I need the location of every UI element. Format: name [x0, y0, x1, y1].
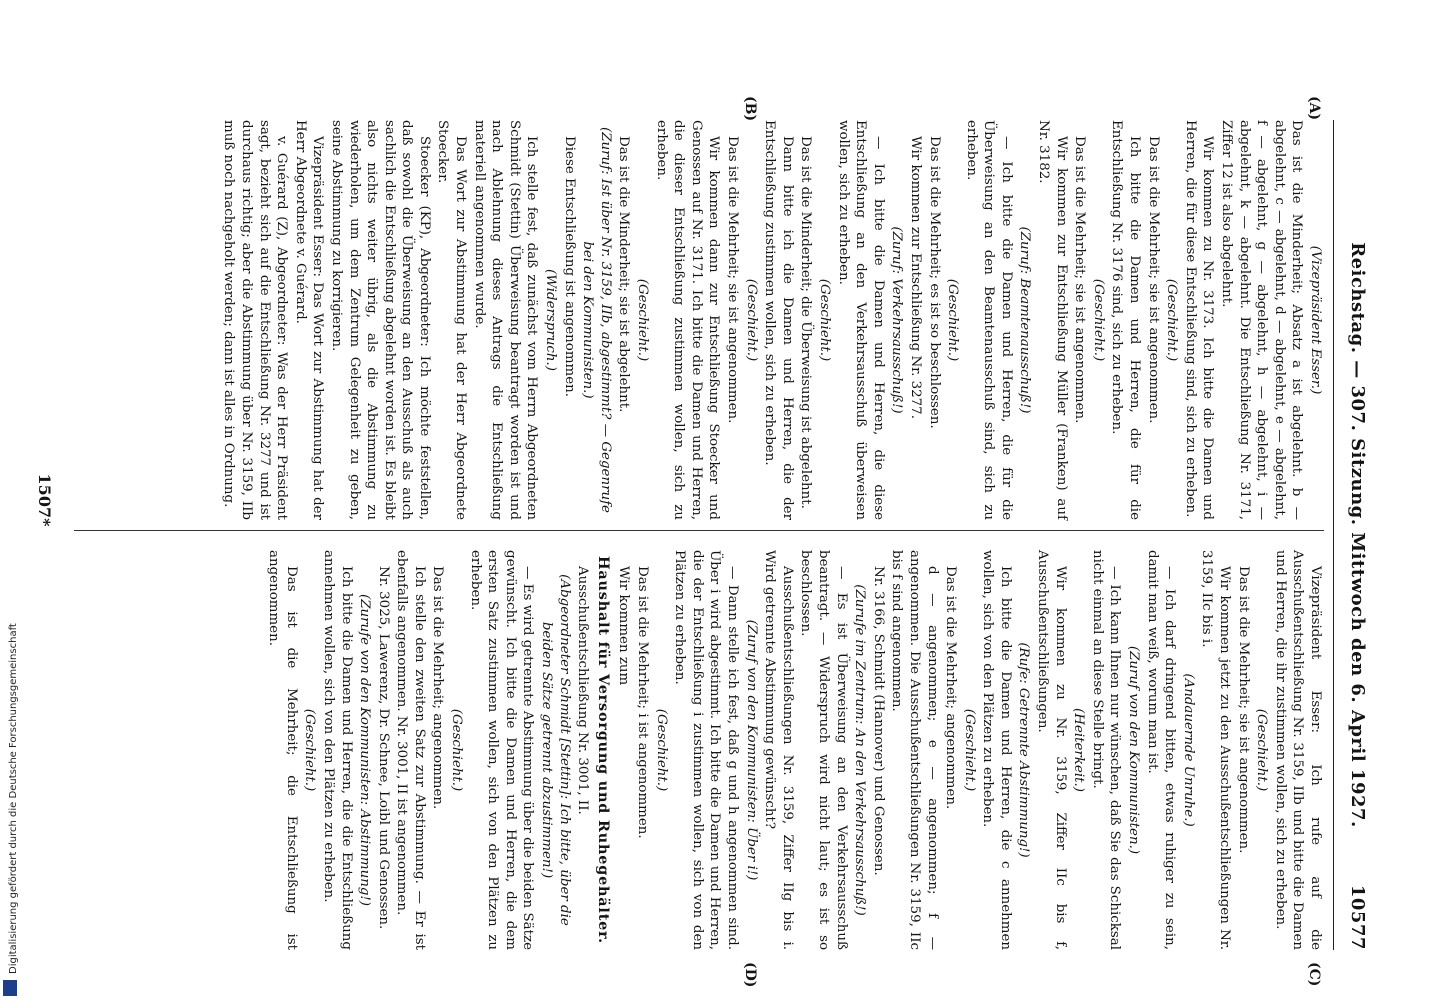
paragraph: d — angenommen; e — angenommen; f — angenommen. Die Ausschußentschließungen Nr. 3159, IIc bis f sind angenommen.	[889, 550, 940, 950]
paragraph: Das ist die Minderheit; Absatz a ist abgelehnt. b — abgelehnt, c — abgelehnt, d — abgelehnt, e — abgelehnt, f — abgelehnt, g — abgelehnt, h — abgelehnt, i — abgelehnt, k — abgelehnt. Die Entschließung Nr. 3171, Ziffer 12 ist also abgelehnt.	[1219, 120, 1305, 520]
paragraph: Ich stelle fest, daß zunächst vom Herrn Abgeordneten Schmidt (Stettin) Überweisung beantragt worden ist und nach Ablehnung dieses Antrags die Entschließung materiell angenommen wurde.	[471, 120, 540, 520]
running-title: Reichstag. — 307. Sitzung. Mittwoch den 6. April 1927.	[1347, 242, 1368, 828]
paragraph: — Es wird getrennte Abstimmung über die beiden Sätze gewünscht. Ich bitte die Damen und Herren, die dem ersten Satz zustimmen wollen, sich von den Plätzen zu erheben.	[467, 550, 536, 950]
paragraph: Das ist die Mehrheit; es ist so beschlossen.	[926, 136, 942, 429]
margin-mark-d: (D)	[742, 962, 758, 988]
paragraph: Das ist die Minderheit; sie ist abgelehnt.	[616, 136, 632, 413]
paragraph: — Dann stelle ich fest, daß g und h angenommen sind. Über i wird abgestimmt. Ich bitte die Damen und Herren, die der Entschließung i zustimmen wollen, sich von den Plätzen zu erheben.	[672, 550, 740, 950]
page-number-right: 10577	[1347, 884, 1368, 950]
page-header	[1338, 120, 1368, 950]
margin-mark-a: (A)	[1306, 96, 1322, 121]
stage-direction: (Zurufe im Zentrum: An den Verkehrsausschuß!)	[852, 584, 868, 916]
paragraph: Das Wort zur Abstimmung hat der Herr Abgeordnete Stoecker.	[435, 120, 469, 520]
paragraph: Das ist die Mehrheit; die Entschließung ist angenommen.	[266, 550, 299, 950]
paragraph: Wir kommen zu Nr. 3173. Ich bitte die Damen und Herren, die für diese Entschließung sind, sich zu erheben.	[1182, 120, 1216, 520]
right-text-column	[264, 550, 1324, 950]
paragraph: Ich bitte die Damen und Herren, die c annehmen wollen, sich von den Plätzen zu erheben.	[980, 550, 1013, 950]
paragraph: Das ist die Mehrheit; sie ist angenommen.	[1235, 566, 1251, 854]
paragraph: — Ich bitte die Damen und Herren, die diese Entschließung an den Verkehrsausschuß überweisen wollen, sich zu erheben.	[835, 120, 886, 520]
digitization-note: Digitalisierung gefördert durch die Deutsche Forschungsgemeinschaft	[8, 623, 19, 974]
paragraph: Diese Entschließung ist angenommen.	[561, 136, 577, 398]
stage-direction: (Geschieht.)	[1090, 278, 1106, 362]
paragraph: Das ist die Mehrheit; sie ist angenommen.	[1072, 136, 1088, 424]
stage-direction: (Andauernde Unruhe.)	[1180, 673, 1196, 827]
stage-direction: (Zuruf von den Kommunisten: Über i!)	[743, 619, 759, 881]
paragraph: Vizepräsident Esser: Ich rufe auf die Ausschußentschließung Nr. 3159, IIb und bitte die Damen und Herren, die ihr zustimmen wollen, sich zu erheben.	[1272, 550, 1323, 950]
stage-direction: (Heiterkeit.)	[1071, 708, 1087, 792]
dfg-logo	[3, 980, 17, 996]
paragraph: Ausschußentschließung Nr. 3001, II.	[575, 566, 591, 815]
stage-direction: (Abgeordneter Schmidt [Stettin]: Ich bitte, über die beiden Sätze getrennt abzustimmen!)	[539, 574, 572, 926]
paragraph: — Ich kann Ihnen nur wünschen, daß Sie das Schicksal nicht einmal an diese Stelle bringt.	[1089, 550, 1123, 950]
paragraph: Das ist die Mehrheit; i ist angenommen.	[635, 566, 651, 839]
stage-direction: (Geschieht.)	[302, 708, 318, 792]
paragraph: Wir kommen zu Nr. 3159, Ziffer IIc bis f, Ausschußentschließungen.	[1035, 550, 1068, 950]
paragraph: Das ist die Minderheit; die Überweisung ist abgelehnt.	[798, 136, 814, 509]
margin-mark-c: (C)	[1306, 962, 1322, 987]
stage-direction: (Zuruf von den Kommunisten.)	[1126, 645, 1142, 855]
paragraph: Wir kommen jetzt zu den Ausschußentschließungen Nr. 3159, IIc bis i.	[1199, 550, 1233, 950]
paragraph: Dann bitte ich die Damen und Herren, die der Entschließung zustimmen wollen, sich zu erheben.	[762, 120, 795, 520]
paragraph: — Ich bitte die Damen und Herren, die für die Überweisung an den Beamtenausschuß sind, sich zu erheben.	[963, 120, 1014, 520]
page-footer-signature: 1507*	[35, 473, 54, 527]
stage-direction: (Geschieht.)	[1164, 278, 1180, 362]
column-separator	[74, 530, 1324, 531]
paragraph: Stoecker (KP), Abgeordneter: Ich möchte feststellen, daß sowohl die Überweisung an den Ausschuß als auch sachlich die Entschließung abgelehnt worden ist. Es bleibt also nichts weiter übrig, als die Abstimmung zu wiederholen, um dem Zentrum Gelegenheit zu geben, seine Abstimmung zu korrigieren.	[328, 120, 432, 520]
stage-direction: (Zuruf: Verkehrsausschuß!)	[889, 226, 905, 414]
header-rule	[1333, 120, 1334, 950]
paragraph: Ich bitte die Damen und Herren, die die Entschließung annehmen wollen, sich von den Plätzen zu erheben.	[320, 550, 354, 950]
stage-direction: (Geschieht.)	[816, 278, 832, 362]
stage-direction: (Widerspruch.)	[543, 268, 559, 371]
paragraph: Ausschußentschließungen Nr. 3159, Ziffer IIg bis i. Wird getrennte Abstimmung gewünscht?	[762, 550, 795, 950]
paragraph: Ich bitte die Damen und Herren, die für die Entschließung Nr. 3176 sind, sich zu erheben.	[1109, 120, 1143, 520]
paragraph: Vizepräsident Esser: Das Wort zur Abstimmung hat der Herr Abgeordnete v. Guérard.	[292, 120, 326, 520]
paragraph: Das ist die Mehrheit; angenommen.	[943, 566, 959, 810]
section-heading: Haushalt für Versorgung und Ruhegehälter.	[594, 556, 612, 944]
stage-direction: (Geschieht.)	[743, 278, 759, 362]
left-text-column	[219, 120, 1324, 520]
stage-direction: (Geschieht.)	[449, 708, 465, 792]
paragraph: Wir kommen zur Entschließung Müller (Franken) auf Nr. 3182.	[1036, 120, 1069, 520]
stage-direction: (Zuruf: Ist über Nr. 3159, IIb, abgestimmt? — Gegenrufe bei den Kommunisten.)	[580, 127, 613, 513]
stage-direction: (Zuruf: Beamtenausschuß!)	[1017, 226, 1033, 414]
stage-direction: (Geschieht.)	[653, 708, 669, 792]
stage-direction: (Vizepräsident Esser.)	[1308, 245, 1323, 395]
stage-direction: (Geschieht.)	[1254, 708, 1270, 792]
paragraph: Nr. 3166, Schmidt (Hannover) und Genossen.	[870, 566, 886, 876]
paragraph: Ich stelle den zweiten Satz zur Abstimmung. — Er ist ebenfalls angenommen. Nr. 3001, II ist angenommen.	[394, 550, 427, 950]
stage-direction: (Rufe: Getrennte Abstimmung!)	[1016, 642, 1032, 858]
stage-direction: (Zurufe von den Kommunisten: Abstimmung!)	[357, 594, 373, 906]
paragraph: v. Guérard (Z), Abgeordneter: Was der Herr Präsident sagt, bezieht sich auf die Entschließung Nr. 3277 und ist durchaus richtig; aber die Abstimmung über Nr. 3159, IIb muß noch nachgeholt werden; dann ist alles in Ordnung.	[221, 120, 290, 520]
paragraph: Das ist die Mehrheit; sie ist angenommen.	[1145, 136, 1161, 424]
paragraph: Wir kommen dann zur Entschließung Stoecker und Genossen auf Nr. 3171. Ich bitte die Damen und Herren, die dieser Entschließung zustimmen wollen, sich zu erheben.	[653, 120, 722, 520]
margin-mark-b: (B)	[742, 96, 758, 122]
paragraph: — Ich darf dringend bitten, etwas ruhiger zu sein, damit man weiß, worum man ist.	[1144, 550, 1178, 950]
paragraph: — Es ist Überweisung an den Verkehrsausschuß beantragt. — Widerspruch wird nicht laut; es ist so beschlossen.	[798, 550, 849, 950]
stage-direction: (Geschieht.)	[945, 278, 961, 362]
paragraph: Wir kommen zum	[616, 566, 632, 686]
paragraph: Wir kommen zur Entschließung Nr. 3277.	[907, 136, 923, 419]
stage-direction: (Geschieht.)	[961, 708, 977, 792]
paragraph: Das ist die Mehrheit; angenommen.	[430, 566, 446, 810]
paragraph: Das ist die Mehrheit; sie ist angenommen.	[725, 136, 740, 424]
paragraph: Nr. 3025, Lawerenz, Dr. Schnee, Loibl und Genossen.	[375, 566, 391, 930]
digitization-strip	[0, 0, 22, 1000]
stage-direction: (Geschieht.)	[635, 278, 651, 362]
